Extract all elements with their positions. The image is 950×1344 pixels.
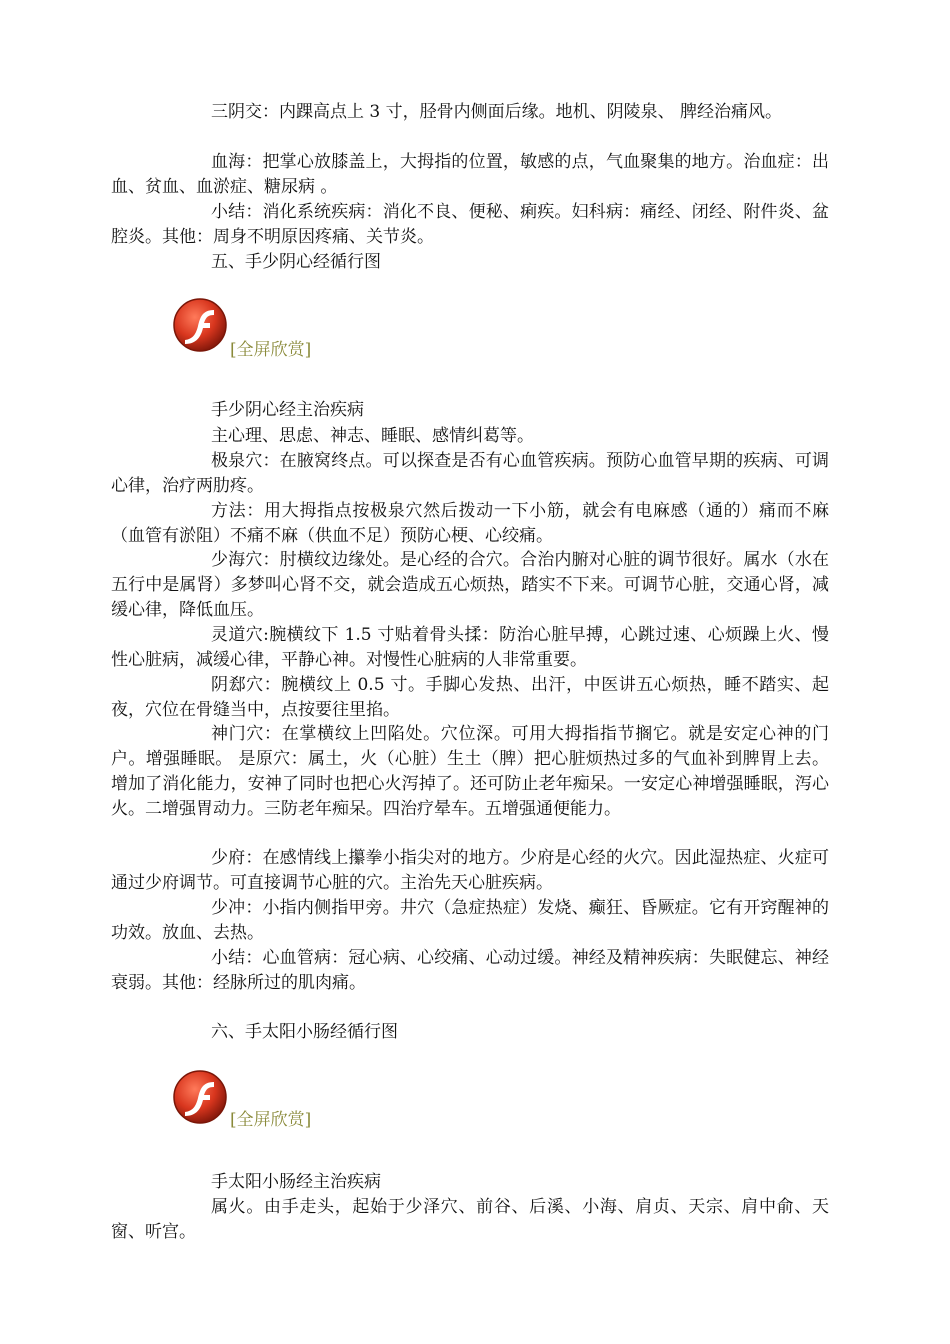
flash-logo-graphic [172,1068,232,1128]
paragraph-sanyinjiao: 三阴交：内踝高点上 3 寸，胫骨内侧面后缘。地机、阴陵泉、 脾经治痛风。 [211,102,783,122]
paragraph-shaohai: 少海穴：肘横纹边缘处。是心经的合穴。合治内腑对心脏的调节很好。属水（水在五行中是属肾）多梦叫心肾不交，就会造成五心烦热，踏实不下来。可调节心脏，交通心肾，减缓心律，降低血压。 [111,550,829,620]
paragraph-heart-main: 主心理、思虑、神志、睡眠、感情纠葛等。 [211,426,534,446]
paragraph-summary-spleen: 小结：消化系统疾病：消化不良、便秘、痢疾。妇科病：痛经、闭经、附件炎、盆腔炎。其他：周身不明原因疼痛、关节炎。 [111,202,829,247]
flash-player-icon[interactable] [172,296,232,356]
paragraph-shenmen: 神门穴：在掌横纹上凹陷处。穴位深。可用大拇指指节搁它。就是安定心神的门户。增强睡眠。 是原穴：属土，火（心脏）生土（脾）把心脏烦热过多的气血补到脾胃上去。增加了消化能力，安神了同时也把心火泻掉了。还可防止老年痴呆。一安定心神增强睡眠，泻心火。二增强胃动力。三防老年痴呆。四治疗晕车。五增强通便能力。 [111,724,829,819]
paragraph-yinxi: 阴郄穴：腕横纹上 0.5 寸。手脚心发热、出汗，中医讲五心烦热，睡不踏实、起夜，穴位在骨缝当中，点按要往里掐。 [111,675,829,720]
paragraph-method: 方法：用大拇指点按极泉穴然后拨动一下小筋，就会有电麻感（通的）痛而不麻（血管有淤阻）不痛不麻（供血不足）预防心梗、心绞痛。 [111,501,829,546]
fullscreen-link[interactable]: [全屏欣赏] [230,1110,312,1130]
paragraph-summary-heart: 小结：心血管病：冠心病、心绞痛、心动过缓。神经及精神疾病：失眠健忘、神经衰弱。其他：经脉所过的肌肉痛。 [111,948,829,993]
paragraph-xuehai: 血海：把掌心放膝盖上，大拇指的位置，敏感的点，气血聚集的地方。治血症：出血、贫血、血淤症、糖尿病 。 [111,152,829,197]
paragraph-shaochong: 少冲：小指内侧指甲旁。井穴（急症热症）发烧、癫狂、昏厥症。它有开窍醒神的功效。放血、去热。 [111,898,829,943]
paragraph-jiquan: 极泉穴：在腋窝终点。可以探查是否有心血管疾病。预防心血管早期的疾病、可调心律，治疗两肋疼。 [111,451,829,496]
flash-player-icon[interactable] [172,1068,232,1128]
paragraph-shaofu: 少府：在感情线上攥拳小指尖对的地方。少府是心经的火穴。因此湿热症、火症可通过少府调节。可直接调节心脏的穴。主治先天心脏疾病。 [111,848,829,893]
section-title-small-intestine-chart: 六、手太阳小肠经循行图 [211,1022,398,1042]
heart-diseases-title: 手少阴心经主治疾病 [211,400,364,420]
paragraph-small-intestine: 属火。由手走头，起始于少泽穴、前谷、后溪、小海、肩贞、天宗、肩中俞、天窗、听宫。 [111,1197,829,1242]
paragraph-lingdao: 灵道穴:腕横纹下 1.5 寸贴着骨头揉：防治心脏早搏，心跳过速、心烦躁上火、慢性心脏病，减缓心律，平静心神。对慢性心脏病的人非常重要。 [111,625,829,670]
fullscreen-link[interactable]: [全屏欣赏] [230,340,312,360]
small-intestine-diseases-title: 手太阳小肠经主治疾病 [211,1172,381,1192]
flash-logo-graphic [172,296,232,356]
section-title-heart-meridian-chart: 五、手少阴心经循行图 [211,252,381,272]
